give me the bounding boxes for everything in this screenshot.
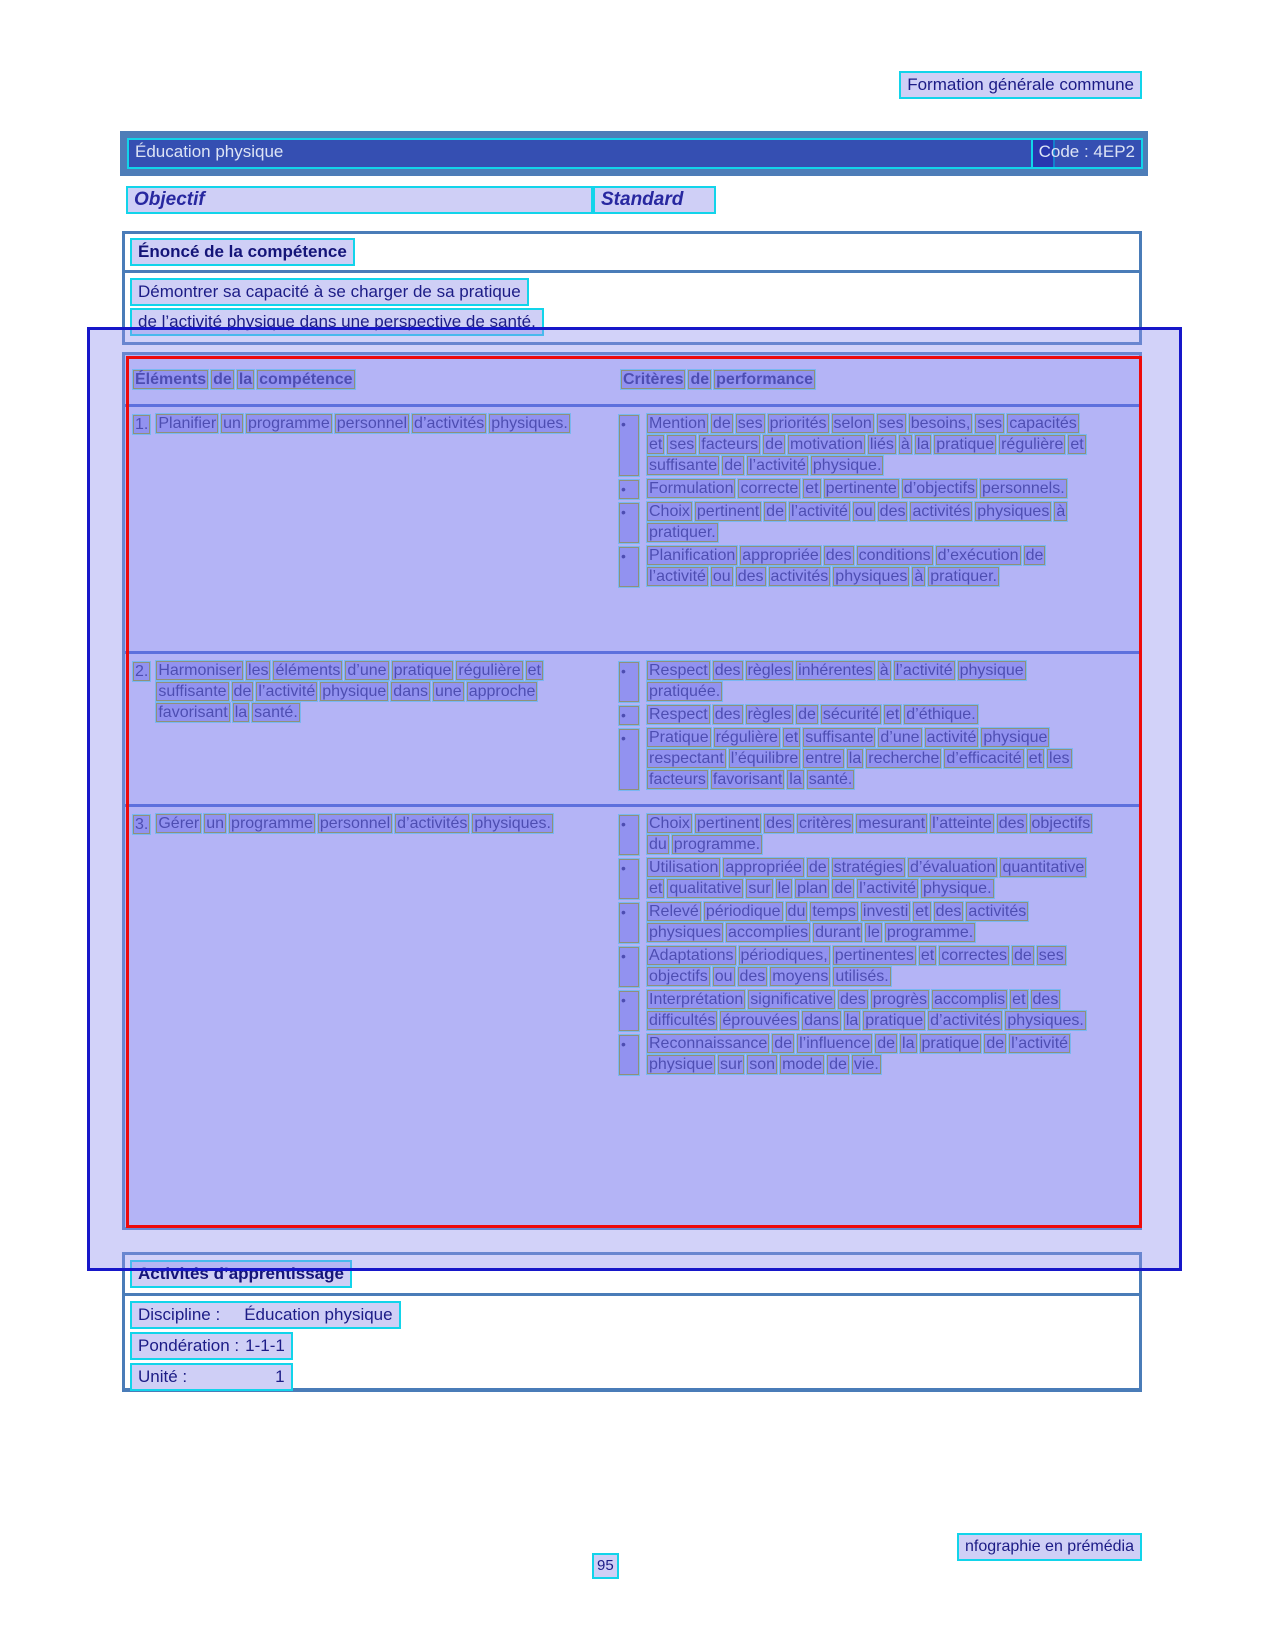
criterion-item [619, 545, 1099, 587]
field-value: Éducation physique [244, 1305, 393, 1324]
standard-title: Standard [593, 186, 716, 214]
criterion-text: Relevé périodique du temps investi et des activitésphysiques accomplies durant le programme. [649, 903, 1027, 941]
element-number: 2. [135, 663, 149, 680]
bullet-icon: • [619, 947, 639, 987]
criterion-text: Choix pertinent de l’activité ou des activités physiques àpratiquer. [649, 503, 1066, 541]
enonce-box [122, 231, 1142, 345]
table-row [125, 407, 1139, 654]
criteria-cell [619, 413, 1139, 651]
field-value: 1 [275, 1367, 285, 1386]
enonce-line: Démontrer sa capacité à se charger de sa pratique [130, 278, 529, 306]
field-label: Discipline : [138, 1305, 221, 1324]
criterion-text: Pratique régulière et suffisante d’une activité physiquerespectant l’équilibre entre la recherche d’efficacité et lesfacteurs favorisant la santé. [649, 729, 1070, 788]
element-text: Gérer un programme personnel d’activités physiques. [158, 815, 551, 832]
field-discipline [130, 1301, 1134, 1329]
footer-credit [957, 1533, 1142, 1561]
criterion-item [619, 945, 1099, 987]
activites-box [122, 1252, 1142, 1392]
criterion-item [619, 901, 1099, 943]
bullet-icon: • [619, 706, 639, 725]
activites-body [125, 1296, 1139, 1396]
activites-title: Activités d’apprentissage [130, 1260, 352, 1288]
criterion-item [619, 413, 1099, 476]
competence-table [122, 352, 1142, 1230]
bullet-icon: • [619, 991, 639, 1031]
bullet-icon: • [619, 815, 639, 855]
criterion-text: Planification appropriée des conditions d’exécution del’activité ou des activités physiques à pratiquer. [649, 547, 1044, 585]
criterion-text: Choix pertinent des critères mesurant l’atteinte des objectifsdu programme. [649, 815, 1091, 853]
element-cell [125, 660, 619, 804]
document-category-note [899, 71, 1142, 99]
col1-header: Éléments de la compétence [135, 371, 353, 388]
bullet-icon: • [619, 547, 639, 587]
table-header-row [125, 355, 1139, 407]
page-number [592, 1553, 619, 1579]
element-number: 3. [135, 816, 149, 833]
col2-header: Critères de performance [623, 371, 814, 388]
criterion-text: Respect des règles inhérentes à l’activité physiquepratiquée. [649, 662, 1024, 700]
page-number-text: 95 [592, 1553, 619, 1579]
criterion-item [619, 989, 1099, 1031]
element-text: Harmoniser les éléments d’une pratique régulière etsuffisante de l’activité physique dans une approchefavorisant la santé. [158, 662, 541, 721]
bullet-icon: • [619, 729, 639, 790]
activites-header [125, 1255, 1139, 1296]
criterion-text: Respect des règles de sécurité et d’éthique. [649, 706, 976, 723]
field-unite [130, 1363, 1134, 1391]
element-number: 1. [135, 416, 149, 433]
header-bar-title: Éducation physique [127, 138, 1055, 169]
table-row [125, 654, 1139, 807]
table-row [125, 807, 1139, 1227]
criterion-item [619, 813, 1099, 855]
bullet-icon: • [619, 415, 639, 476]
enonce-line: de l’activité physique dans une perspective de santé. [130, 308, 544, 336]
section-titles [126, 186, 716, 214]
criterion-text: Interprétation significative des progrès accomplis et desdifficultés éprouvées dans la pratique d’activités physiques. [649, 991, 1084, 1029]
criterion-item [619, 478, 1099, 499]
footer-credit-text: nfographie en prémédia [957, 1533, 1142, 1561]
element-text: Planifier un programme personnel d’activités physiques. [158, 415, 568, 432]
bullet-icon: • [619, 1035, 639, 1075]
header-bar [120, 131, 1148, 176]
enonce-header [125, 234, 1139, 273]
objectif-title: Objectif [126, 186, 593, 214]
criterion-item [619, 501, 1099, 543]
bullet-icon: • [619, 903, 639, 943]
criterion-text: Reconnaissance de l’influence de la pratique de l’activitéphysique sur son mode de vie. [649, 1035, 1069, 1073]
criteria-cell [619, 813, 1139, 1227]
criterion-item [619, 660, 1099, 702]
enonce-title: Énoncé de la compétence [130, 238, 355, 266]
criterion-text: Utilisation appropriée de stratégies d’évaluation quantitativeet qualitative sur le plan de l’activité physique. [649, 859, 1085, 897]
category-note-highlight: Formation générale commune [899, 71, 1142, 99]
criteria-cell [619, 660, 1139, 804]
field-label: Pondération : [138, 1336, 240, 1355]
bullet-icon: • [619, 503, 639, 543]
bullet-icon: • [619, 480, 639, 499]
field-label: Unité : [138, 1367, 188, 1386]
criterion-text: Adaptations périodiques, pertinentes et correctes de sesobjectifs ou des moyens utilisés. [649, 947, 1064, 985]
element-cell [125, 413, 619, 651]
criterion-item [619, 857, 1099, 899]
element-cell [125, 813, 619, 1227]
criterion-item [619, 1033, 1099, 1075]
bullet-icon: • [619, 662, 639, 702]
criterion-item [619, 704, 1099, 725]
bullet-icon: • [619, 859, 639, 899]
enonce-body [125, 273, 1139, 341]
criterion-text: Mention de ses priorités selon ses besoins, ses capacitéset ses facteurs de motivation liés à la pratique régulière etsuffisante de l’activité physique. [649, 415, 1084, 474]
field-ponderation [130, 1332, 1134, 1360]
criterion-item [619, 727, 1099, 790]
criterion-text: Formulation correcte et pertinente d’objectifs personnels. [649, 480, 1065, 497]
header-bar-code: Code : 4EP2 [1031, 138, 1143, 169]
field-value: 1-1-1 [245, 1336, 285, 1355]
